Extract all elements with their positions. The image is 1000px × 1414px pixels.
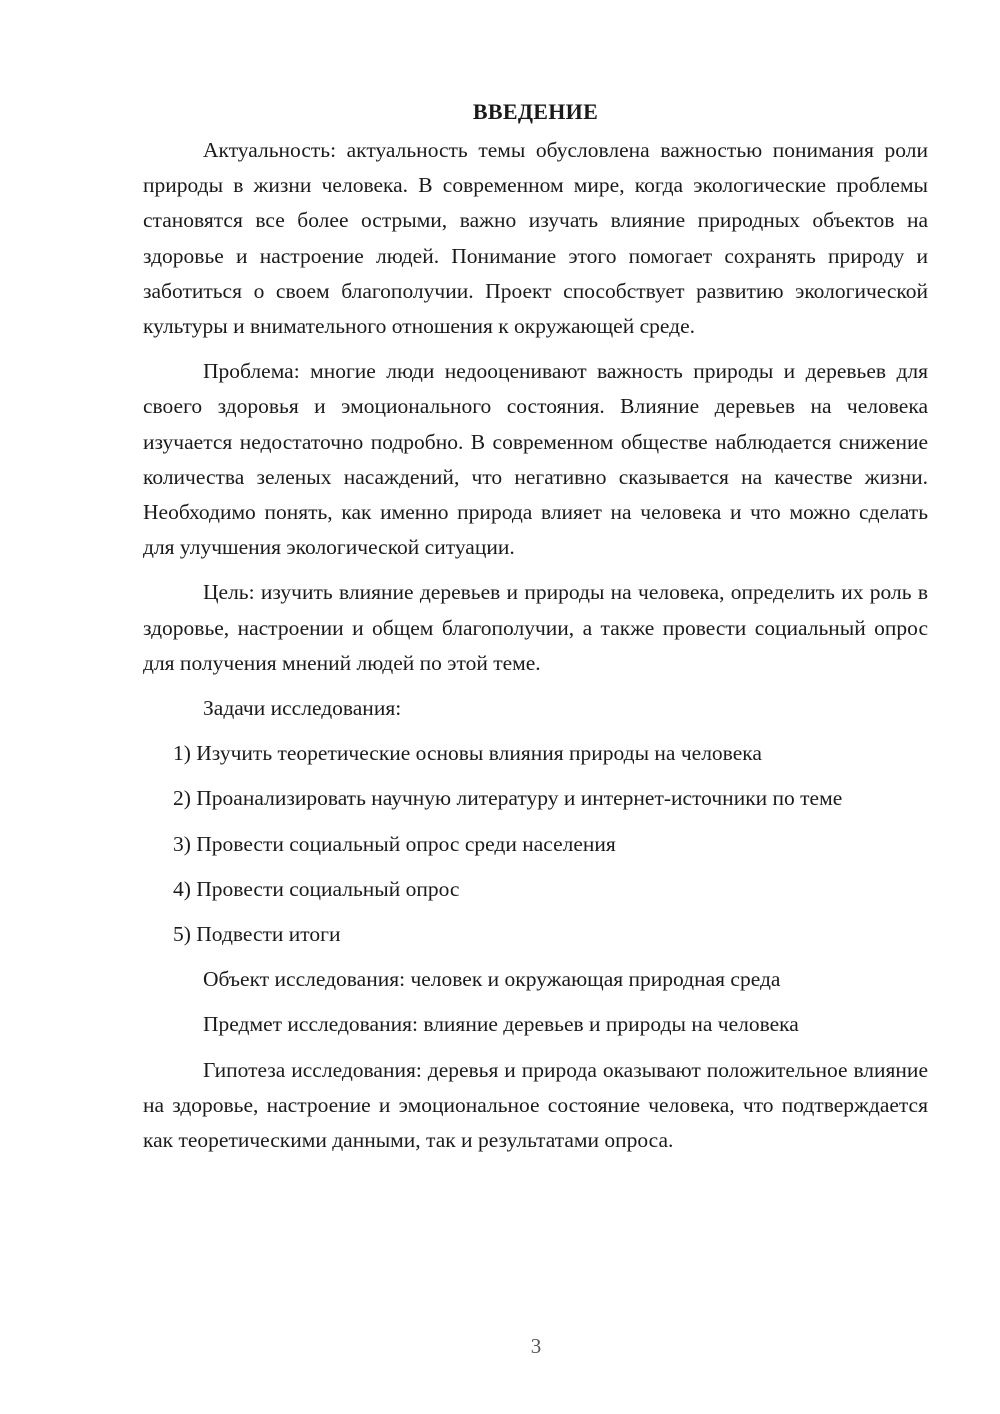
- goal-paragraph: Цель: изучить влияние деревьев и природы на человека, определить их роль в здоровье, настроении и общем благополучии, а также провести социальный опрос для получения мнений людей по этой теме.: [143, 580, 928, 675]
- task-item-4: 4) Провести социальный опрос: [173, 876, 460, 901]
- relevance-paragraph: Актуальность: актуальность темы обусловлена важностью понимания роли природы в жизни человека. В современном мире, когда экологические проблемы становятся все более острыми, важно изучать влияние природных объектов на здоровье и настроение людей. Понимание этого помогает сохранять природу и заботиться о своем благополучии. Проект способствует развитию экологической культуры и внимательного отношения к окружающей среде.: [143, 138, 928, 339]
- page-number: 3: [530, 1334, 542, 1358]
- task-item-3: 3) Провести социальный опрос среди населения: [173, 831, 616, 856]
- hypothesis-paragraph: Гипотеза исследования: деревья и природа оказывают положительное влияние на здоровье, настроение и эмоциональное состояние человека, что подтверждается как теоретическими данными, так и результатами опроса.: [143, 1057, 928, 1153]
- task-item-2: 2) Проанализировать научную литературу и интернет-источники по теме: [173, 786, 843, 811]
- document-page: [143, 94, 928, 1158]
- section-heading: ВВЕДЕНИЕ: [472, 99, 599, 124]
- problem-paragraph: Проблема: многие люди недооценивают важность природы и деревьев для своего здоровья и эмоционального состояния. Влияние деревьев на человека изучается недостаточно подробно. В современном обществе наблюдается снижение количества зеленых насаждений, что негативно сказывается на качестве жизни. Необходимо понять, как именно природа влияет на человека и что можно сделать для улучшения экологической ситуации.: [143, 359, 928, 560]
- object-line: Объект исследования: человек и окружающая природная среда: [203, 967, 781, 992]
- tasks-title: Задачи исследования:: [203, 696, 402, 721]
- task-item-1: 1) Изучить теоретические основы влияния природы на человека: [173, 741, 762, 766]
- task-item-5: 5) Подвести итоги: [173, 922, 341, 947]
- subject-line: Предмет исследования: влияние деревьев и природы на человека: [203, 1012, 799, 1037]
